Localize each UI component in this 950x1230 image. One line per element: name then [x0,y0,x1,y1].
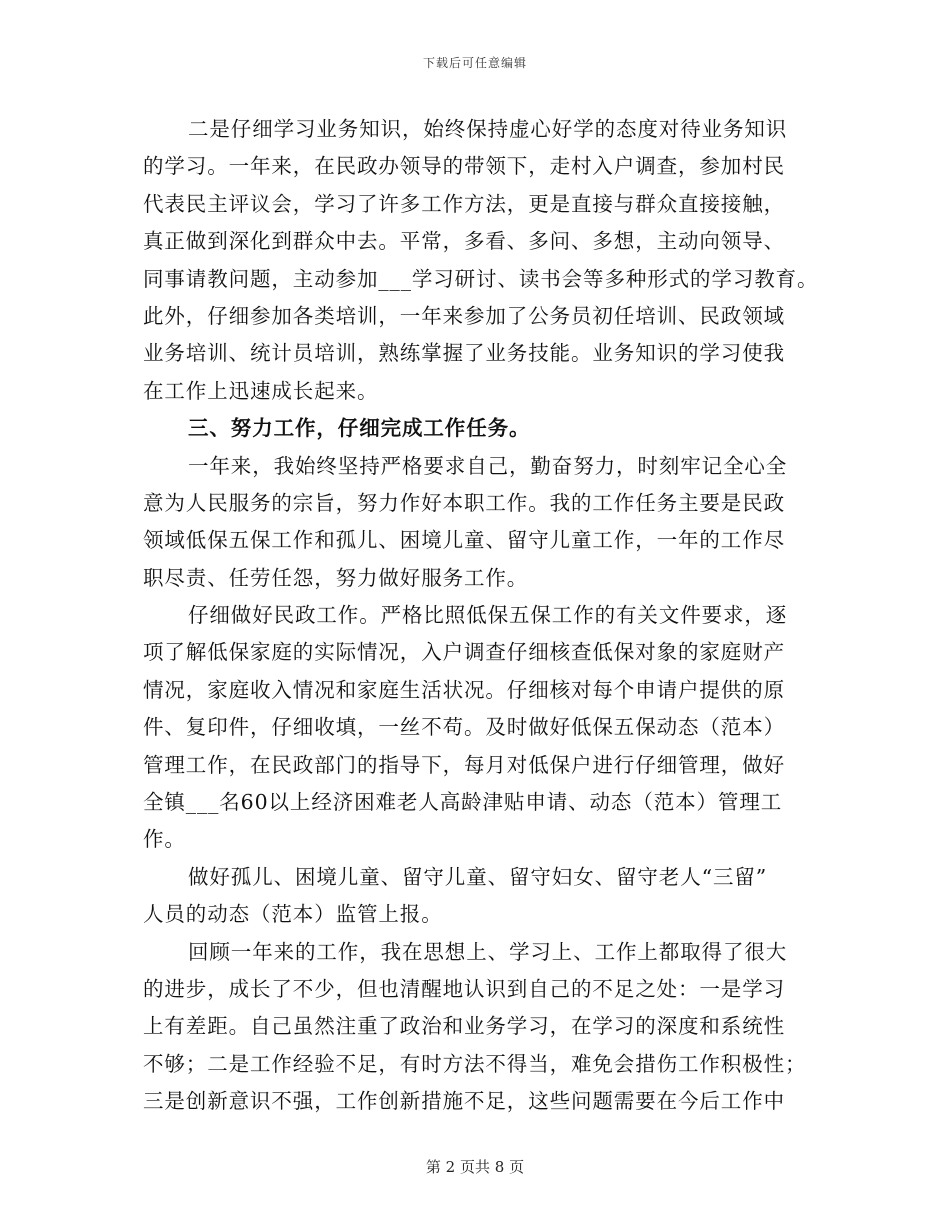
paragraph-line: 一年来，我始终坚持严格要求自己，勤奋努力，时刻牢记全心全 [188,453,788,478]
paragraph-line: 人员的动态（范本）监管上报。 [143,902,443,927]
paragraph-line: 不够；二是工作经验不足，有时方法不得当，难免会措伤工作积极性； [143,1051,807,1076]
paragraph-line: 意为人民服务的宗旨，努力作好本职工作。我的工作任务主要是民政 [143,490,785,515]
paragraph-line: 代表民主评议会，学习了许多工作方法，更是直接与群众直接接触， [143,191,785,216]
paragraph-line: 件、复印件，仔细收填，一丝不苟。及时做好低保五保动态（范本） [143,715,785,740]
paragraph-line: 的学习。一年来，在民政办领导的带领下，走村入户调查，参加村民 [143,154,785,179]
paragraph-line: 此外，仔细参加各类培训，一年来参加了公务员初任培训、民政领域 [143,303,785,328]
page-header-note: 下载后可任意编辑 [422,56,527,70]
document-body [143,111,823,1121]
paragraph-line: 三是创新意识不强，工作创新措施不足，这些问题需要在今后工作中 [143,1089,785,1114]
paragraph-line: 仔细做好民政工作。严格比照低保五保工作的有关文件要求，逐 [188,603,788,628]
paragraph-line: 的进步，成长了不少，但也清醒地认识到自己的不足之处：一是学习 [143,976,785,1001]
paragraph-line: 管理工作，在民政部门的指导下，每月对低保户进行仔细管理，做好 [143,752,785,777]
paragraph-line: 项了解低保家庭的实际情况，入户调查仔细核查低保对象的家庭财产 [143,640,785,665]
paragraph-line: 做好孤儿、困境儿童、留守儿童、留守妇女、留守老人“三留” [188,864,768,889]
section-heading: 三、努力工作，仔细完成工作任务。 [188,416,531,441]
paragraph-line: 真正做到深化到群众中去。平常，多看、多问、多想，主动向领导、 [143,229,785,254]
paragraph-line: 情况，家庭收入情况和家庭生活状况。仔细核对每个申请户提供的原 [143,677,785,702]
paragraph-line: 同事请教问题，主动参加___学习研讨、读书会等多种形式的学习教育。 [143,266,819,291]
page-number-footer: 第 2 页共 8 页 [425,1158,525,1176]
paragraph-line: 二是仔细学习业务知识，始终保持虚心好学的态度对待业务知识 [188,117,788,141]
paragraph-line: 职尽责、任劳任怨，努力做好服务工作。 [143,565,529,590]
paragraph-line: 全镇___名60以上经济困难老人高龄津贴申请、动态（范本）管理工 [143,790,783,815]
paragraph-line: 作。 [143,827,186,852]
paragraph-line: 业务培训、统计员培训，熟练掌握了业务技能。业务知识的学习使我 [143,341,785,366]
paragraph-line: 领域低保五保工作和孤儿、困境儿童、留守儿童工作，一年的工作尽 [143,528,785,553]
paragraph-line: 在工作上迅速成长起来。 [143,378,379,403]
paragraph-line: 回顾一年来的工作，我在思想上、学习上、工作上都取得了很大 [188,939,788,964]
paragraph-line: 上有差距。自己虽然注重了政治和业务学习，在学习的深度和系统性 [143,1014,785,1039]
